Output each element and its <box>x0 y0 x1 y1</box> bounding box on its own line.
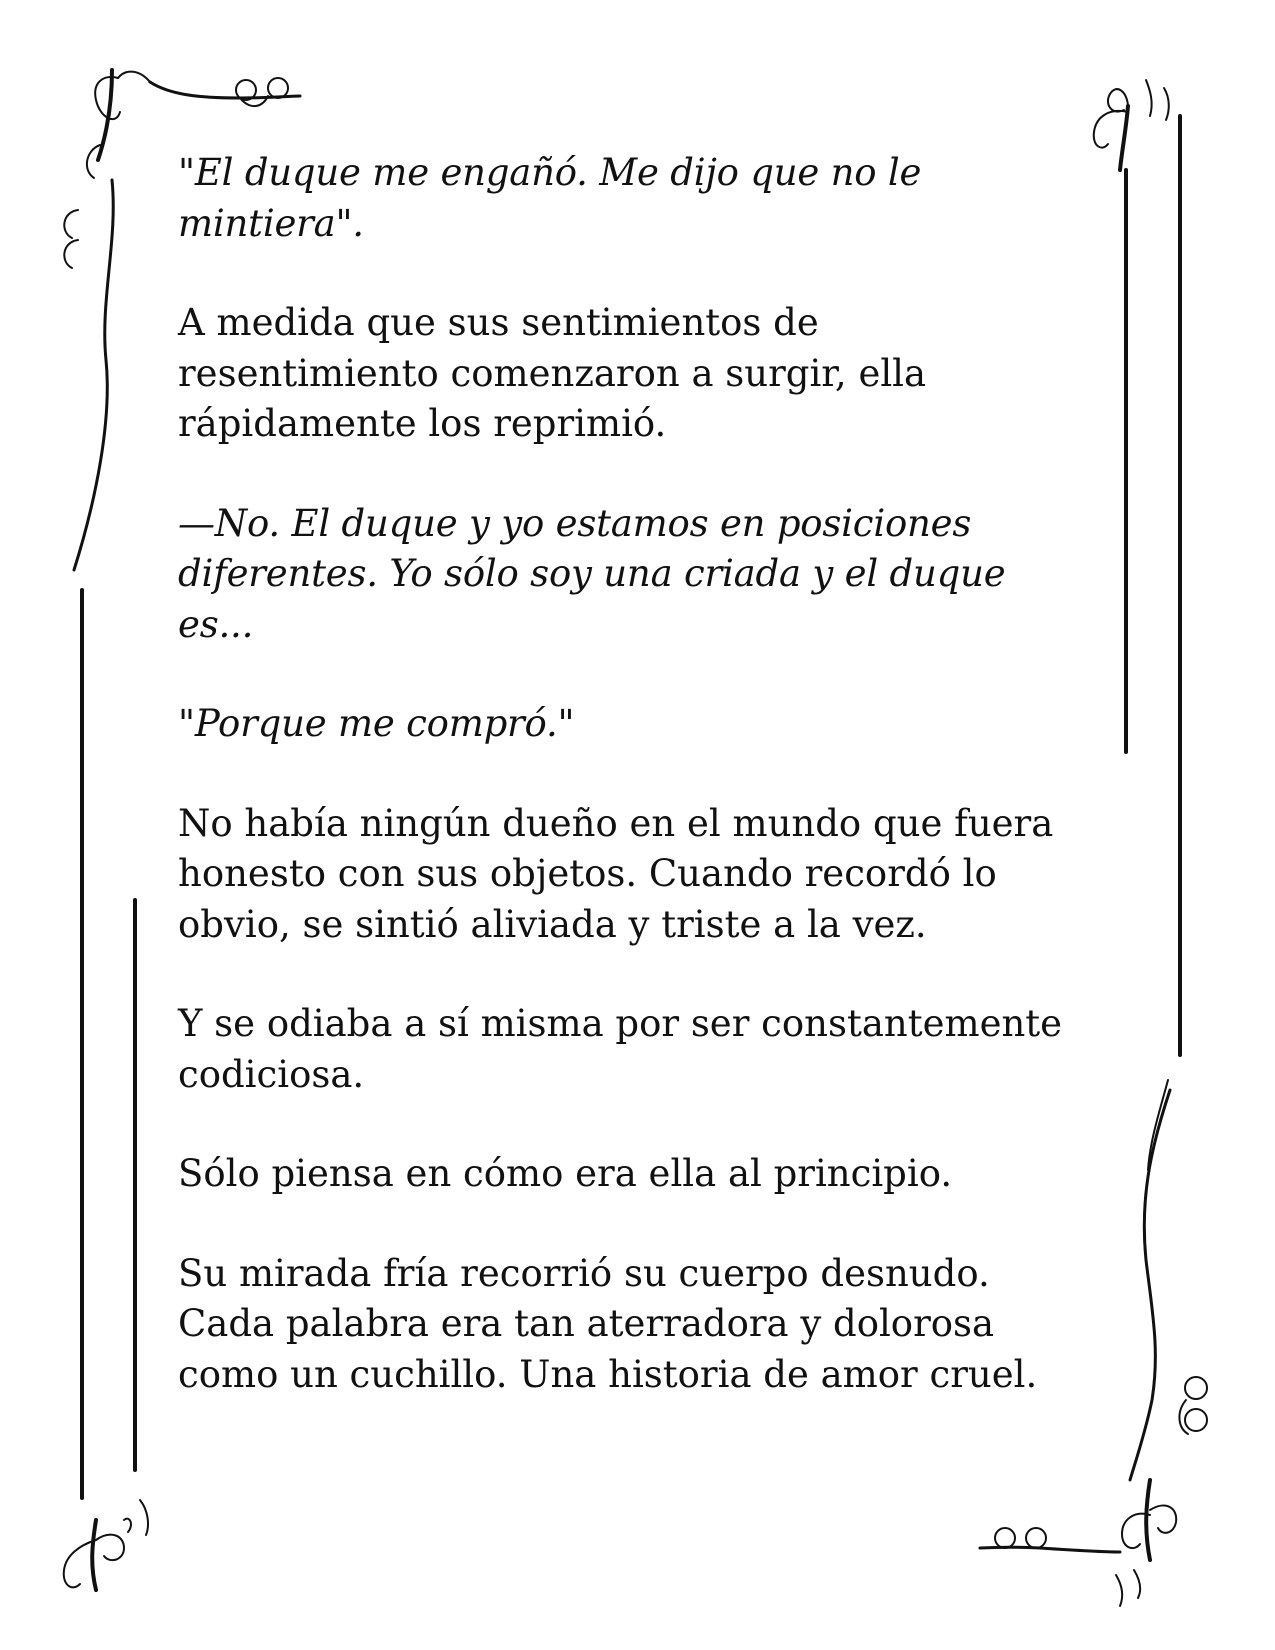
text-line: Cada palabra era tan aterradora y dolorosa <box>178 1302 995 1345</box>
paragraph <box>178 999 1108 1100</box>
text-line: es... <box>178 602 254 646</box>
text-line: diferentes. Yo sólo soy una criada y el duque <box>178 552 1006 595</box>
text-line: honesto con sus objetos. Cuando recordó lo <box>178 852 997 895</box>
text-line: rápidamente los reprimió. <box>178 402 667 445</box>
text-line: No había ningún dueño en el mundo que fuera <box>178 801 1054 845</box>
text-line: Su mirada fría recorrió su cuerpo desnudo. <box>178 1251 990 1295</box>
text-line: Sólo piensa en cómo era ella al principio. <box>178 1152 953 1195</box>
text-line: "Porque me compró." <box>178 702 575 745</box>
text-line: "El duque me engañó. Me dijo que no le <box>178 151 922 194</box>
paragraph <box>178 1149 1108 1200</box>
text-line: Y se odiaba a sí misma por ser constantemente <box>178 1002 1063 1045</box>
text-line: —No. El duque y yo estamos en posiciones <box>178 501 972 545</box>
paragraph <box>178 499 1108 651</box>
paragraph <box>178 699 1108 750</box>
text-line: A medida que sus sentimientos de <box>178 301 819 344</box>
text-line: codiciosa. <box>178 1052 365 1096</box>
paragraph <box>178 1249 1108 1401</box>
text-line: mintiera". <box>178 201 364 245</box>
text-line: como un cuchillo. Una historia de amor cruel. <box>178 1352 1038 1396</box>
story-text <box>178 148 1108 1449</box>
text-line: resentimiento comenzaron a surgir, ella <box>178 351 927 395</box>
paragraph <box>178 148 1108 249</box>
paragraph <box>178 799 1108 951</box>
flourish-bottom-left <box>64 1500 148 1590</box>
paragraph <box>178 298 1108 450</box>
text-line: obvio, se sintió aliviada y triste a la vez. <box>178 902 927 946</box>
